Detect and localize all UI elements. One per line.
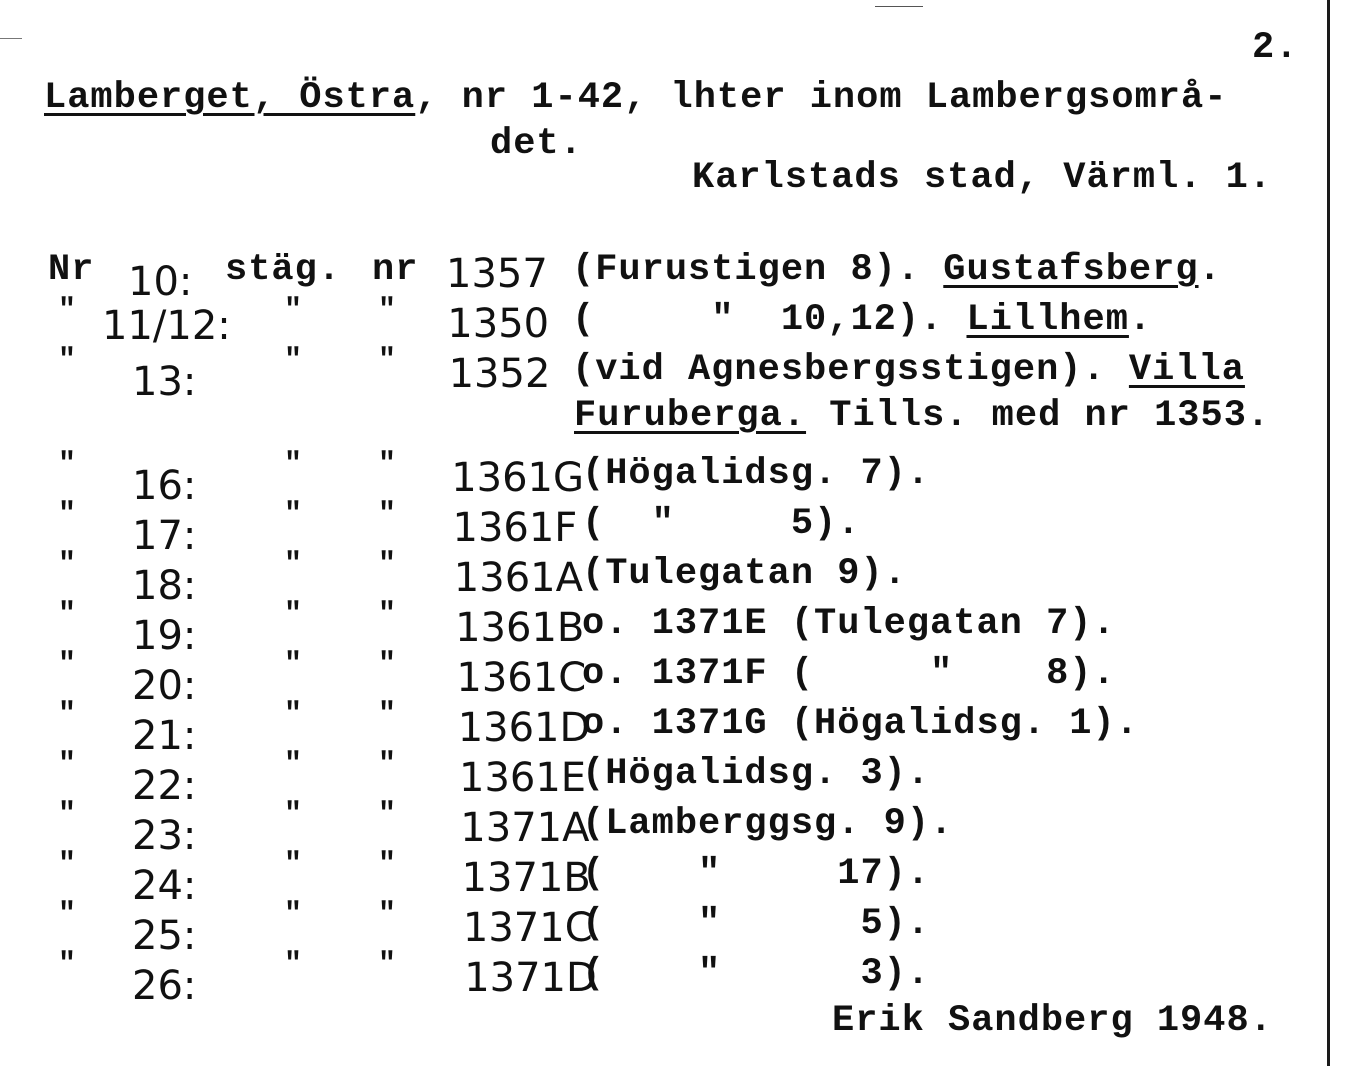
row-label: " (378, 498, 398, 532)
row-type: " (284, 448, 304, 482)
row-label: " (378, 748, 398, 782)
row-code: 1371A (460, 805, 590, 851)
row-prefix: " (58, 648, 78, 682)
row-text: (Furustigen 8). (572, 249, 921, 291)
row-text: (Lamberggsg. 9). (582, 803, 954, 845)
row-label: nr (372, 249, 419, 291)
row-text: o. 1371F ( " 8). (582, 653, 1116, 695)
row-description (572, 349, 1245, 391)
row-number: 13: (132, 359, 197, 405)
scan-mark (875, 6, 923, 7)
row-number: 20: (132, 663, 197, 709)
row-text: o. 1371G (Högalidsg. 1). (582, 703, 1139, 745)
row-label: " (378, 294, 398, 328)
row-number: 21: (132, 713, 197, 759)
row-number: 18: (132, 563, 197, 609)
row-code: 1371B (461, 855, 591, 901)
row-type: " (284, 698, 304, 732)
row-text: (Tulegatan 9). (582, 553, 907, 595)
page-number: 2. (1252, 27, 1299, 69)
row-number: 17: (132, 513, 197, 559)
row-note: . (1198, 249, 1222, 291)
row-label: " (378, 798, 398, 832)
row-code: 1361D (457, 705, 591, 751)
row-prefix: " (58, 294, 78, 328)
row-prefix: " (58, 698, 78, 732)
heading-continuation: det. (490, 123, 583, 165)
row-type: " (284, 848, 304, 882)
heading-line (44, 77, 1228, 119)
row-description (582, 553, 907, 595)
row-description (582, 653, 1116, 695)
place-name: Furuberga. (574, 395, 807, 437)
place-name: Lillhem (966, 299, 1129, 341)
row-type: " (284, 548, 304, 582)
heading-rest: , nr 1-42, lhter inom Lambergsområ- (415, 77, 1228, 119)
row-number: 25: (132, 913, 197, 959)
row-text: ( " 5). (582, 503, 861, 545)
row-note: Tills. med nr 1353. (806, 395, 1271, 437)
row-code: 1371D (464, 955, 597, 1001)
row-prefix: " (58, 498, 78, 532)
scan-mark (0, 38, 22, 39)
row-description (582, 503, 861, 545)
row-description (582, 703, 1139, 745)
row-description (572, 249, 1222, 291)
row-type: " (284, 598, 304, 632)
row-code: 1357 (446, 251, 548, 297)
row-prefix: " (58, 548, 78, 582)
row-description (582, 953, 931, 995)
row-description (582, 853, 931, 895)
row-code: 1350 (447, 301, 550, 347)
row-type: " (284, 294, 304, 328)
row-description (574, 395, 1271, 437)
row-code: 1352 (448, 351, 551, 397)
row-label: " (378, 648, 398, 682)
row-description (582, 603, 1116, 645)
row-code: 1361B (455, 605, 585, 651)
row-label: " (378, 548, 398, 582)
row-code: 1361A (453, 555, 583, 601)
row-type: " (284, 798, 304, 832)
row-number: 24: (132, 863, 197, 909)
location: Karlstads stad, Värml. 1. (692, 157, 1273, 199)
row-description (582, 753, 931, 795)
row-description (572, 299, 1153, 341)
row-text: (vid Agnesbergsstigen). (572, 349, 1106, 391)
row-prefix: " (58, 898, 78, 932)
row-text: ( " 3). (582, 953, 931, 995)
row-description (582, 803, 954, 845)
row-number: 22: (132, 763, 197, 809)
row-label: " (378, 898, 398, 932)
row-number: 19: (132, 613, 197, 659)
row-type: stäg. (225, 249, 342, 291)
row-prefix: " (58, 748, 78, 782)
row-type: " (284, 748, 304, 782)
row-prefix: " (58, 948, 78, 982)
row-type: " (284, 498, 304, 532)
row-type: " (284, 948, 304, 982)
signature: Erik Sandberg 1948. (832, 1000, 1273, 1042)
row-number: 23: (132, 813, 197, 859)
card-edge (1327, 0, 1330, 1066)
row-label: " (378, 344, 398, 378)
row-code: 1361G (451, 455, 584, 501)
row-code: 1361C (456, 655, 587, 701)
row-prefix: " (58, 848, 78, 882)
row-prefix: " (58, 598, 78, 632)
row-label: " (378, 448, 398, 482)
row-number: 26: (132, 963, 197, 1009)
row-code: 1361F (452, 505, 578, 551)
row-prefix: " (58, 448, 78, 482)
row-text: ( " 5). (582, 903, 931, 945)
row-label: " (378, 698, 398, 732)
place-name: Gustafsberg (943, 249, 1199, 291)
row-text: (Högalidsg. 7). (582, 453, 931, 495)
row-number: 10: (128, 259, 193, 305)
row-description (582, 903, 931, 945)
row-label: " (378, 598, 398, 632)
row-text: ( " 10,12). (572, 299, 944, 341)
row-type: " (284, 648, 304, 682)
row-text: o. 1371E (Tulegatan 7). (582, 603, 1116, 645)
row-text: ( " 17). (582, 853, 931, 895)
row-type: " (284, 344, 304, 378)
row-label: " (378, 948, 398, 982)
row-number: 16: (132, 463, 197, 509)
place-name: Lamberget, Östra (44, 77, 416, 119)
row-label: " (378, 848, 398, 882)
row-prefix: " (58, 798, 78, 832)
row-code: 1361E (459, 755, 587, 801)
row-prefix: Nr (48, 249, 95, 291)
row-description (582, 453, 931, 495)
row-number: 11/12: (102, 303, 231, 349)
place-name: Villa (1128, 349, 1245, 391)
row-prefix: " (58, 344, 78, 378)
row-text: (Högalidsg. 3). (582, 753, 931, 795)
row-code: 1371C (462, 905, 593, 951)
row-type: " (284, 898, 304, 932)
row-note: . (1128, 299, 1153, 341)
